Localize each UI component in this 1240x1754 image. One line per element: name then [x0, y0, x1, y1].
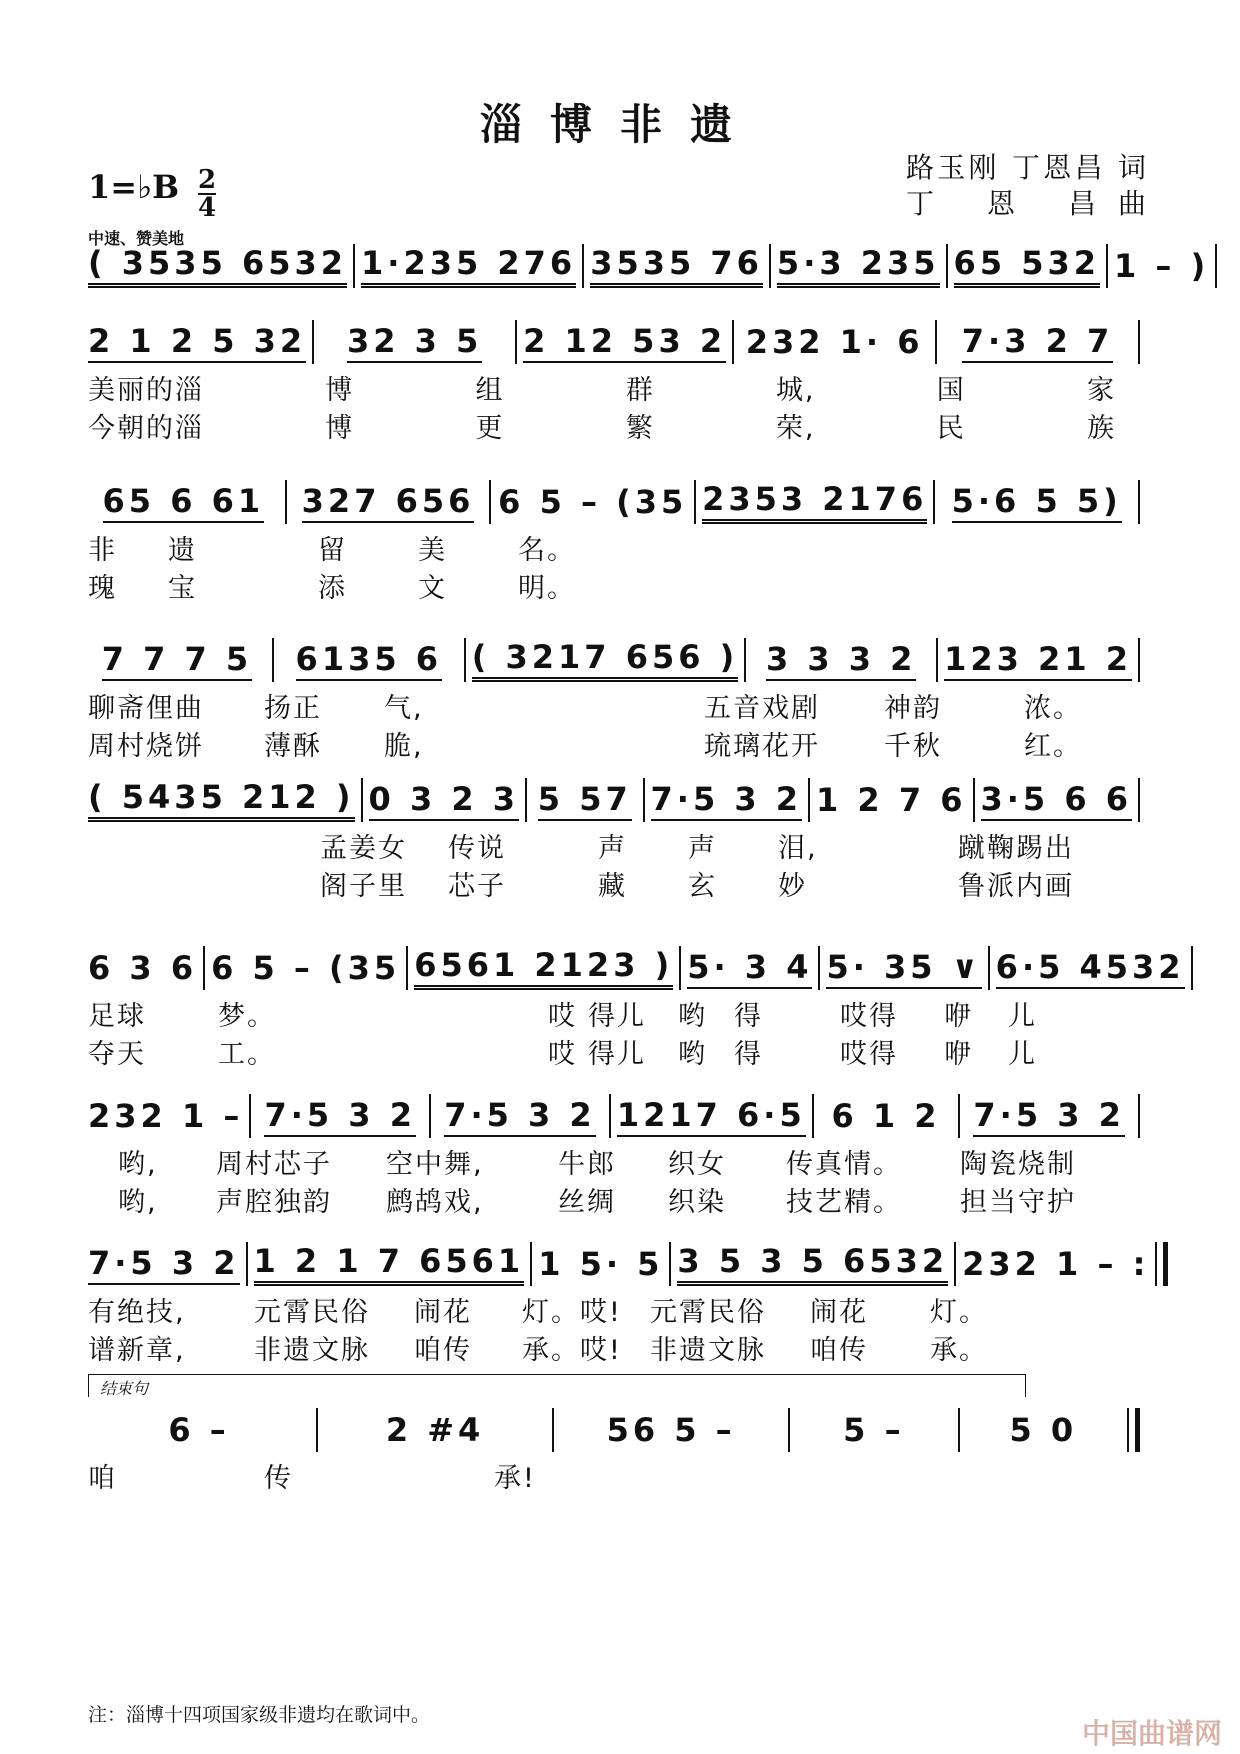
lyric: 美丽的淄 [88, 375, 204, 406]
notes: 6561 2123 ) [414, 946, 673, 990]
lyric: 丝绸 [558, 1187, 616, 1218]
lyric: 蹴鞠踢出 [958, 833, 1074, 864]
notes: 3·5 6 6 [981, 780, 1133, 821]
measure [826, 938, 981, 998]
lyric: 非 [88, 535, 117, 566]
lyric: 气, [384, 693, 424, 724]
measure [414, 938, 673, 998]
lyric: 文 [418, 573, 447, 604]
lyric: 琉璃花开 [704, 731, 820, 762]
lyric-verse-2 [88, 728, 1146, 766]
notes-row [88, 312, 1146, 372]
lyric-verse-2 [88, 570, 1146, 608]
measure [369, 770, 519, 830]
system-4 [88, 770, 1146, 906]
notes: ( 5435 212 ) [88, 778, 355, 822]
notes: 2353 2176 [702, 480, 927, 524]
lyric: 玄 [688, 871, 717, 902]
lyric: 留 [318, 535, 347, 566]
lyric: 添 [318, 573, 347, 604]
lyric: 声 [688, 833, 717, 864]
lyric: 咱传 [414, 1335, 472, 1366]
lyric: 声 [598, 833, 627, 864]
lyric: 牛郎 [558, 1149, 616, 1180]
measure [820, 1086, 953, 1146]
lyric: 承! [494, 1463, 536, 1494]
measure [796, 1400, 951, 1460]
lyric: 群 [625, 375, 655, 406]
measure [538, 1234, 663, 1294]
notes: 6 5 – (35 [498, 483, 688, 521]
lyric: 非遗文脉 [254, 1335, 370, 1366]
system-6 [88, 1086, 1146, 1222]
lyric: 织女 [668, 1149, 726, 1180]
measure [740, 312, 929, 372]
lyric: 织染 [668, 1187, 726, 1218]
lyric: 灯。哎! [522, 1297, 622, 1328]
lyric: 儿 [1008, 1001, 1037, 1032]
lyric: 哎 [548, 1001, 577, 1032]
notes-row [88, 770, 1146, 830]
lyric: 技艺精。 [786, 1187, 902, 1218]
measure [752, 630, 930, 690]
measure [816, 770, 966, 830]
measure [533, 770, 637, 830]
measure [254, 1234, 525, 1294]
measure [677, 1234, 948, 1294]
lyric: 陶瓷烧制 [960, 1149, 1076, 1180]
lyric: 承。 [930, 1335, 988, 1366]
credits [906, 150, 1146, 222]
measure [523, 312, 726, 372]
notes: 0 3 2 3 [369, 780, 519, 821]
notes: 1 2 1 7 6561 [254, 1242, 525, 1286]
lyric: 博 [325, 413, 355, 444]
lyric-verse-2 [88, 1332, 1146, 1370]
notes: ( 3535 6532 [88, 244, 347, 288]
lyric: 浓。 [1024, 693, 1082, 724]
notes: 1·235 276 [361, 244, 576, 288]
notes: 7·5 3 2 [264, 1096, 416, 1137]
notes: 1 2 7 6 [816, 781, 967, 819]
notes: 7·5 3 2 [444, 1096, 596, 1137]
lyric: 哟, [118, 1187, 158, 1218]
lyric: 家 [1087, 375, 1116, 406]
lyric: 得儿 [588, 1001, 646, 1032]
lyric: 红。 [1024, 731, 1082, 762]
notes-row [88, 236, 1210, 296]
measure [962, 1234, 1149, 1294]
notes: 56 5 – [606, 1411, 736, 1449]
measure [88, 236, 347, 296]
lyric-verse-1 [88, 1294, 1146, 1332]
measure [324, 1400, 546, 1460]
measure [88, 312, 306, 372]
notes: 5· 3 4 [687, 948, 812, 989]
lyric-verse-1 [88, 1146, 1146, 1184]
lyric: 五音戏剧 [704, 693, 820, 724]
lyric-verse-1 [88, 690, 1146, 728]
lyric: 宝 [168, 573, 197, 604]
lyric: 脆, [384, 731, 424, 762]
notes: 5 0 [1009, 1411, 1078, 1449]
measure [777, 236, 940, 296]
lyric: 薄酥 [264, 731, 322, 762]
lyric: 工。 [218, 1039, 276, 1070]
notes: 2 #4 [385, 1411, 485, 1449]
notes-row [88, 1086, 1146, 1146]
notes: 232 1 – [88, 1097, 244, 1135]
time-numerator: 2 [198, 165, 217, 195]
notes-row [88, 1400, 1146, 1460]
measure [702, 472, 927, 532]
lyric: 得 [734, 1001, 763, 1032]
lyric-verse-1 [88, 830, 1146, 868]
lyric: 谱新章, [88, 1335, 186, 1366]
lyric: 瑰 [88, 573, 117, 604]
lyric: 阁子里 [320, 871, 407, 902]
lyric: 有绝技, [88, 1297, 186, 1328]
measure [361, 236, 576, 296]
composer: 丁 恩 昌曲 [906, 187, 1146, 220]
measure [1114, 236, 1209, 296]
lyric: 博 [325, 375, 355, 406]
notes: 1 5· 5 [538, 1245, 664, 1283]
notes: 5·3 235 [777, 244, 940, 288]
lyric: 明。 [518, 573, 576, 604]
measure [497, 472, 688, 532]
lyric: 组 [475, 375, 505, 406]
measure [88, 630, 266, 690]
lyricist: 路玉刚 丁恩昌 词 [906, 151, 1146, 184]
lyric: 担当守护 [960, 1187, 1076, 1218]
measure [437, 1086, 603, 1146]
notes: 7·3 2 7 [962, 322, 1114, 363]
lyric: 哟 [678, 1039, 707, 1070]
lyric: 周村烧饼 [88, 731, 204, 762]
lyric: 得 [734, 1039, 763, 1070]
notes: 232 1 – : [962, 1245, 1150, 1283]
lyric: 传真情。 [786, 1149, 902, 1180]
lyric: 足球 [88, 1001, 146, 1032]
notes: 1217 6·5 [617, 1096, 806, 1137]
system-7 [88, 1234, 1150, 1370]
notes: 32 3 5 [347, 322, 482, 363]
lyric-verse-2 [88, 868, 1146, 906]
notes-row [88, 472, 1146, 532]
lyric: 更 [475, 413, 505, 444]
final-barline [1127, 1408, 1140, 1452]
lyric: 美 [418, 535, 447, 566]
lyric: 今朝的淄 [88, 413, 204, 444]
coda-bracket [88, 1374, 1026, 1397]
measure [560, 1400, 782, 1460]
measure [472, 630, 739, 690]
lyric: 鲁派内画 [958, 871, 1074, 902]
measure [88, 1234, 240, 1294]
notes: 6 – [168, 1411, 230, 1449]
lyric-verse-1 [88, 998, 1146, 1036]
notes: 6 1 2 [831, 1097, 941, 1135]
lyric: 得儿 [588, 1039, 646, 1070]
lyric: 周村芯子 [216, 1149, 332, 1180]
notes: 7 7 7 5 [102, 640, 252, 681]
measure [651, 770, 803, 830]
lyric-verse-1 [88, 372, 1146, 410]
lyric: 鹧鸪戏, [386, 1187, 484, 1218]
lyric: 聊斋俚曲 [88, 693, 204, 724]
notes: ( 3217 656 ) [472, 638, 739, 682]
lyric: 闹花 [810, 1297, 868, 1328]
notes: 7·5 3 2 [88, 1244, 240, 1285]
measure [88, 770, 355, 830]
lyric: 神韵 [884, 693, 942, 724]
measure [293, 472, 484, 532]
lyric: 夺天 [88, 1039, 146, 1070]
measure [617, 1086, 806, 1146]
notes: 65 6 61 [103, 482, 265, 523]
lyric-verse-1 [88, 532, 1146, 570]
lyric-verse-2 [88, 1184, 1146, 1222]
measure [590, 236, 763, 296]
lyric: 妙 [778, 871, 807, 902]
lyric: 元霄民俗 [650, 1297, 766, 1328]
notes: 3535 76 [590, 244, 763, 288]
measure [257, 1086, 423, 1146]
notes: 232 1· 6 [745, 323, 924, 361]
lyric: 千秋 [884, 731, 942, 762]
notes: 123 21 2 [944, 640, 1132, 681]
watermark: 中国曲谱网 [1081, 1717, 1222, 1750]
lyric: 承。哎! [522, 1335, 622, 1366]
measure [280, 630, 458, 690]
lyric: 芯子 [448, 871, 506, 902]
notes: 3 3 3 2 [766, 640, 916, 681]
lyric: 民 [936, 413, 966, 444]
lyric: 泪, [778, 833, 818, 864]
notes: 6·5 4532 [996, 948, 1185, 989]
lyric: 族 [1087, 413, 1116, 444]
repeat-barline [1155, 1242, 1168, 1286]
lyric: 荣, [775, 413, 816, 444]
system-3 [88, 630, 1146, 766]
measure [88, 1400, 310, 1460]
lyric: 哟 [678, 1001, 707, 1032]
measure [981, 770, 1133, 830]
lyric-verse-2 [88, 410, 1146, 448]
lyric: 哎 [548, 1039, 577, 1070]
lyric: 咿 [944, 1039, 973, 1070]
measure [687, 938, 812, 998]
measure [320, 312, 509, 372]
lyric: 空中舞, [386, 1149, 484, 1180]
notes: 6 3 6 [88, 949, 198, 987]
lyric: 名。 [518, 535, 576, 566]
lyric: 哎得 [840, 1039, 898, 1070]
measure [966, 1400, 1121, 1460]
lyric: 哎得 [840, 1001, 898, 1032]
notes-row [88, 630, 1146, 690]
lyric: 闹花 [414, 1297, 472, 1328]
measure [954, 236, 1100, 296]
lyric: 扬正 [264, 693, 322, 724]
lyric: 儿 [1008, 1039, 1037, 1070]
system-5 [88, 938, 1185, 1074]
notes: 1 – ) [1114, 247, 1210, 285]
song-title: 淄博非遗 [479, 100, 760, 149]
notes: 5· 35 ∨ [826, 948, 981, 989]
notes: 5 57 [538, 780, 632, 821]
lyric: 灯。 [930, 1297, 988, 1328]
notes: 2 1 2 5 32 [88, 322, 306, 363]
measure [944, 630, 1132, 690]
system-intro [88, 236, 1210, 296]
lyric: 哟, [118, 1149, 158, 1180]
notes-row [88, 938, 1185, 998]
lyric: 繁 [625, 413, 655, 444]
lyric: 遗 [168, 535, 197, 566]
measure [211, 938, 400, 998]
lyric: 传说 [448, 833, 506, 864]
notes: 3 5 3 5 6532 [677, 1242, 948, 1286]
notes: 5 – [843, 1411, 905, 1449]
lyric: 咱传 [810, 1335, 868, 1366]
measure [941, 472, 1132, 532]
lyric: 声腔独韵 [216, 1187, 332, 1218]
notes: 6 5 – (35 [211, 949, 401, 987]
measure [88, 472, 279, 532]
lyric-verse-2 [88, 1036, 1146, 1074]
system-1 [88, 312, 1146, 448]
measure [966, 1086, 1132, 1146]
time-signature [198, 165, 217, 223]
notes: 5·6 5 5) [952, 482, 1122, 523]
measure [996, 938, 1185, 998]
lyric-coda [88, 1460, 1146, 1498]
measure [88, 938, 197, 998]
lyric: 咿 [944, 1001, 973, 1032]
notes-row [88, 1234, 1150, 1294]
tempo-marking: 中速、赞美地 [88, 229, 185, 248]
notes: 6135 6 [296, 640, 442, 681]
notes: 65 532 [954, 244, 1100, 288]
notes: 327 656 [302, 482, 475, 523]
time-denominator: 4 [198, 193, 217, 223]
notes: 7·5 3 2 [973, 1096, 1125, 1137]
system-2 [88, 472, 1146, 608]
lyric: 非遗文脉 [650, 1335, 766, 1366]
system-coda [88, 1400, 1146, 1498]
lyric: 城, [775, 375, 816, 406]
lyric: 传 [264, 1463, 293, 1494]
measure [88, 1086, 243, 1146]
lyric: 咱 [88, 1463, 117, 1494]
notes: 7·5 3 2 [651, 780, 803, 821]
lyric: 藏 [598, 871, 627, 902]
notes: 2 12 53 2 [523, 322, 726, 363]
key-signature: 1=♭B [88, 168, 180, 206]
measure [943, 312, 1132, 372]
lyric: 梦。 [218, 1001, 276, 1032]
lyric: 孟姜女 [320, 833, 407, 864]
footnote: 注：淄博十四项国家级非遗均在歌词中。 [88, 1704, 431, 1726]
lyric: 国 [936, 375, 966, 406]
coda-label: 结束句 [100, 1379, 149, 1398]
lyric: 元霄民俗 [254, 1297, 370, 1328]
